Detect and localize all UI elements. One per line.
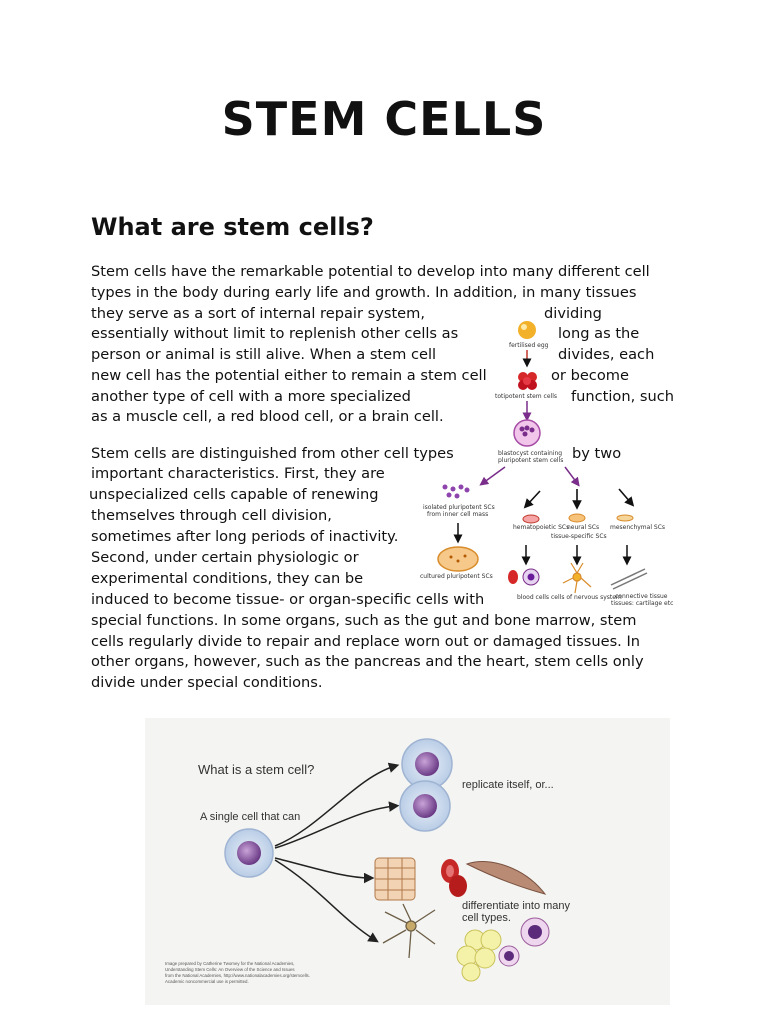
label-totipotent: totipotent stem cells	[495, 393, 558, 400]
page-title: STEM CELLS	[221, 92, 547, 146]
credit-line: Image prepared by Catherine Twomey for the National Academies,	[165, 961, 295, 966]
label-isolated-2: from inner cell mass	[427, 511, 489, 518]
blood-cells-icon	[508, 569, 539, 585]
hematopoietic-sc-icon	[523, 515, 539, 523]
para2-line: unspecialized cells capable of renewing	[89, 486, 379, 503]
para2-line: experimental conditions, they can be	[91, 570, 364, 587]
mesenchymal-sc-icon	[617, 515, 633, 521]
para1-line: long as the	[558, 325, 640, 342]
label-blastocyst: blastocyst containing	[498, 450, 563, 457]
single-cell-icon	[225, 829, 273, 877]
fat-cells-icon	[457, 930, 501, 981]
label-blastocyst-2: pluripotent stem cells	[498, 457, 564, 464]
neural-sc-icon	[569, 514, 585, 522]
label-connective-2: tissues: cartilage etc	[611, 600, 674, 607]
label-cultured: cultured pluripotent SCs	[420, 573, 493, 580]
para2-line: by two	[572, 445, 622, 462]
neuron-icon	[383, 904, 435, 958]
totipotent-cells-icon	[518, 372, 537, 390]
section-heading: What are stem cells?	[91, 213, 374, 241]
para2-line: divide under special conditions.	[91, 674, 323, 691]
label-fertilised-egg: fertilised egg	[509, 342, 549, 349]
differentiate-label-2: cell types.	[462, 912, 511, 924]
para2-line: themselves through cell division,	[91, 507, 332, 524]
para1-line: Stem cells have the remarkable potential to develop into many different cell	[91, 263, 650, 280]
label-tissue-specific: tissue-specific SCs	[551, 533, 607, 540]
what-is-stem-cell-figure	[145, 718, 670, 1005]
connective-tissue-icon	[611, 569, 647, 589]
para2-line: Second, under certain physiologic or	[91, 549, 359, 566]
para2-line: sometimes after long periods of inactivity.	[91, 528, 399, 545]
isolated-scs-icon	[443, 485, 470, 499]
muscle-cell-icon	[467, 862, 545, 894]
para1-line: essentially without limit to replenish other cells as	[91, 325, 459, 342]
credit-line: Academic noncommercial use is permitted.	[165, 979, 249, 984]
white-blood-cell-icon	[499, 918, 549, 966]
question-label: What is a stem cell?	[198, 762, 315, 777]
nervous-system-cells-icon	[563, 563, 591, 593]
differentiate-label: differentiate into many	[462, 900, 571, 912]
para1-line: person or animal is still alive. When a stem cell	[91, 346, 437, 363]
para1-line: types in the body during early life and growth. In addition, in many tissues	[91, 284, 637, 301]
para1-line: divides, each	[558, 346, 655, 363]
para2-line: cells regularly divide to repair and replace worn out or damaged tissues. In	[91, 633, 641, 650]
stem-cell-lineage-figure	[405, 305, 675, 615]
label-nervous: cells of nervous system	[551, 594, 622, 601]
para2-line: special functions. In some organs, such as the gut and bone marrow, stem	[91, 612, 637, 629]
para1-line: dividing	[544, 305, 602, 322]
label-mesenchymal: mesenchymal SCs	[610, 524, 666, 531]
credit-line: from the National Academies, http://www.nationalacademies.org/stemcells.	[165, 973, 310, 978]
replicated-cell-icon	[400, 781, 450, 831]
label-connective: connective tissue	[615, 593, 668, 600]
para1-line: or become	[551, 367, 629, 384]
para2-line: Stem cells are distinguished from other cell types	[91, 445, 454, 462]
label-neural: neural SCs	[567, 524, 600, 531]
fertilised-egg-icon	[518, 321, 536, 339]
credit-line: Understanding Stem Cells: An Overview of the Science and Issues	[165, 967, 295, 972]
label-hemato: hematopoietic SCs	[513, 524, 570, 531]
para1-line: they serve as a sort of internal repair system,	[91, 305, 426, 322]
label-isolated: isolated pluripotent SCs	[423, 504, 495, 511]
para1-line: another type of cell with a more specialized	[91, 388, 411, 405]
red-blood-cells-icon	[441, 859, 467, 897]
replicate-label: replicate itself, or...	[462, 779, 554, 791]
para1-line: function, such	[571, 388, 675, 405]
para1-line: as a muscle cell, a red blood cell, or a brain cell.	[91, 408, 444, 425]
para2-line: important characteristics. First, they are	[91, 465, 385, 482]
para2-line: induced to become tissue- or organ-specific cells with	[91, 591, 485, 608]
single-cell-label: A single cell that can	[200, 811, 301, 823]
para1-line: new cell has the potential either to remain a stem cell	[91, 367, 487, 384]
label-blood: blood cells	[517, 594, 549, 601]
epithelial-cells-icon	[375, 858, 415, 900]
culture-dish-icon	[438, 547, 478, 571]
para2-line: other organs, however, such as the pancreas and the heart, stem cells only	[91, 653, 644, 670]
